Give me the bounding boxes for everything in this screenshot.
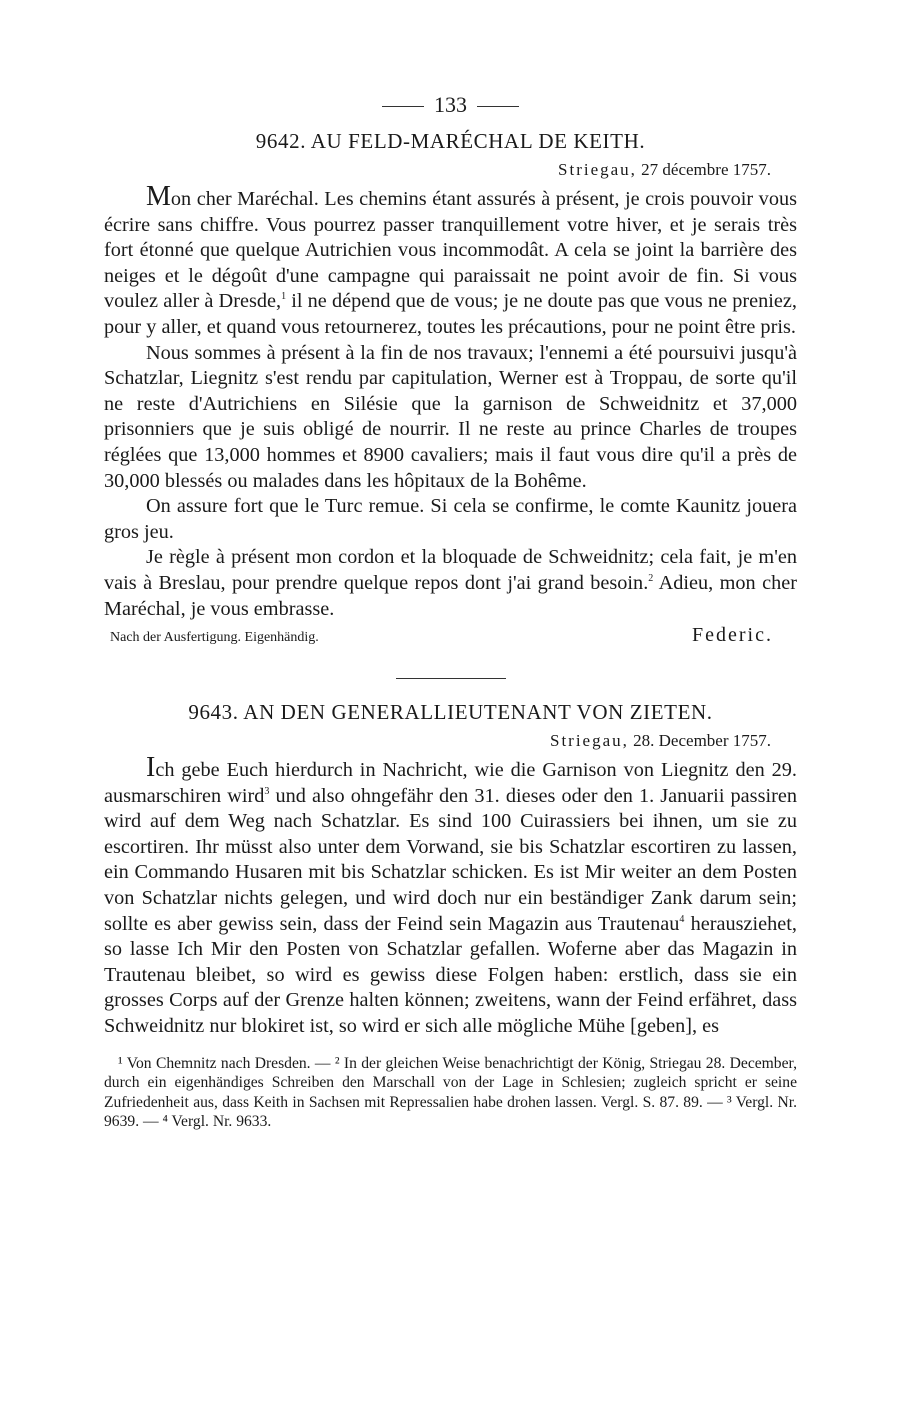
letter-paragraph: [104, 545, 797, 622]
section-separator: [396, 678, 506, 679]
paragraph-text: Mon cher Maréchal. Les chemins étant assurés à présent, je crois pouvoir vous écrire sans chiffre. Vous pourrez passer tranquillement votre hiver, et je serais très fort étonné que quelque Autrichien vous incommodât. A cela se joint la barrière des neiges et le dégoût d'une campagne qui paraissait ne point avoir de fin. Si vous voulez aller à Dresde,: [104, 181, 797, 313]
page-number: 133: [434, 92, 467, 117]
source-note: Nach der Ausfertigung. Eigenhändig.: [110, 630, 319, 646]
letter-dateline: [104, 727, 797, 755]
letter-paragraph: On assure fort que le Turc remue. Si cela se confirme, le comte Kaunitz jouera gros jeu.: [104, 495, 797, 543]
footnote-ref: 3: [264, 785, 270, 797]
letter-title: 9643. AN DEN GENERALLIEUTENANT VON ZIETEN.: [188, 700, 713, 725]
signature: Federic.: [692, 624, 773, 647]
letter-paragraph: [104, 181, 797, 341]
page-header: [104, 88, 797, 122]
dateline-date: 27 décembre 1757.: [641, 160, 771, 179]
paragraph-text: herausziehet, so lasse Ich Mir den Posten von Schatzlar gefallen. Woferne aber das Magazin in Trautenau bleibet, so wird es gewiss diese Folgen haben: erstlich, dass sie ein grosses Corps auf der Grenze halten können; zweitens, wann der Feind erfähret, dass Schweidnitz nur blokiret ist, so wird er sich alle mögliche Mühe [geben], es: [104, 912, 797, 1038]
footnote-ref: 2: [648, 573, 654, 585]
paragraph-text: Ich gebe Euch hierdurch in Nachricht, wie die Garnison von Liegnitz den 29. ausmarschiren wird: [104, 752, 797, 807]
letter-paragraph: Nous sommes à présent à la fin de nos travaux; l'ennemi a été poursuivi jusqu'à Schatzlar, Liegnitz s'est rendu par capitulation, Werner est à Troppau, de sorte qu'il ne reste d'Autrichiens en Silésie que la garnison de Schweidnitz et 37,000 prisonniers que je suis obligé de nourrir. Il ne reste au prince Charles de troupes réglées que 13,000 hommes et 8900 cavaliers; mais il faut vous dire qu'il a près de 30,000 blessés ou malades dans les hôpitaux de la Bohême.: [104, 341, 797, 492]
paragraph-text: Je règle à présent mon cordon et la bloquade de Schweidnitz; cela fait, je m'en vais à Breslau, pour prendre quelque repos dont j'ai grand besoin.: [104, 546, 797, 594]
footnotes: ¹ Von Chemnitz nach Dresden. — ² In der gleichen Weise benachrichtigt der König, Striegau 28. December, durch ein eigenhändiges Schreiben den Marschall von der Lage in Schlesien; zugleich spricht er seine Zufriedenheit aus, dass Keith in Sachsen mit Repressalien habe drohen lassen. Vergl. S. 87. 89. — ³ Vergl. Nr. 9639. — ⁴ Vergl. Nr. 9633.: [104, 1054, 797, 1131]
letter-paragraph: [104, 752, 797, 1040]
document-page: [104, 88, 797, 1132]
footnote-ref: 4: [679, 913, 685, 925]
header-dash-right: [477, 106, 519, 107]
footnote-ref: 1: [281, 291, 287, 303]
paragraph-text: il ne dépend que de vous; je ne doute pas que vous ne preniez, pour y aller, et quand vous retournerez, toutes les précautions, pour ne point être pris.: [104, 290, 797, 338]
letter-closing: [104, 624, 797, 654]
letter-title: 9642. AU FELD-MARÉCHAL DE KEITH.: [255, 129, 646, 153]
dateline-place: Striegau,: [550, 731, 629, 751]
letter-dateline: [104, 156, 797, 184]
header-dash-left: [382, 106, 424, 107]
dateline-date: 28. December 1757.: [633, 731, 771, 751]
paragraph-text: Adieu, mon cher Maréchal, je vous embrasse.: [104, 571, 797, 620]
dateline-place: Striegau,: [558, 160, 637, 179]
paragraph-text: und also ohngefähr den 31. dieses oder den 1. Januarii passiren wird auf dem Weg nach Schatzlar. Es sind 100 Cuirassiers bei ihnen, um sie zu escortiren. Ihr müsst also unter dem Vorwand, sie bis Schatzlar escortiren zu lassen, ein Commando Husaren mit bis Schatzlar schicken. Es ist Mir weiter an dem Posten von Schatzlar nichts gelegen, und wird doch nur ein beständiger Zank darum sein; sollte es aber gewiss sein, dass der Feind sein Magazin aus Trautenau: [104, 784, 797, 935]
